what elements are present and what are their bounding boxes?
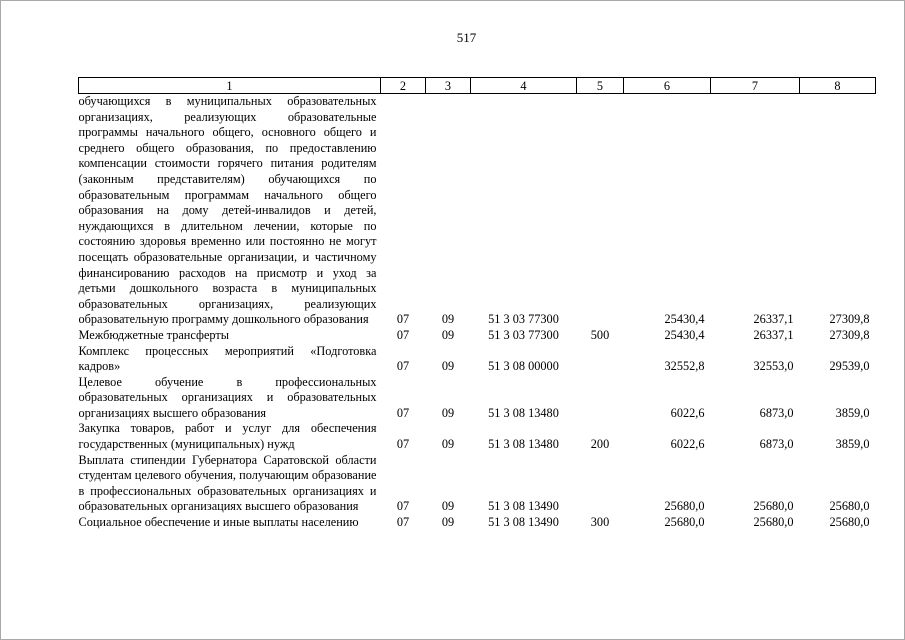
table-row — [79, 421, 876, 452]
cell-target-code: 51 3 03 77300 — [488, 327, 559, 342]
cell-amount-col8: 3859,0 — [835, 405, 870, 420]
cell-amount-col6: 25680,0 — [664, 499, 705, 514]
cell-subsection: 09 — [441, 359, 455, 374]
table-row — [79, 94, 876, 328]
header-col-5: 5 — [577, 78, 624, 94]
cell-amount-col6: 6022,6 — [670, 437, 705, 452]
cell-amount-col7: 25680,0 — [753, 499, 794, 514]
cell-expense-type — [577, 94, 624, 328]
row-description: Целевое обучение в профессиональных образовательных организациях и образовательных организациях высшего образования — [78, 374, 377, 420]
cell-amount-col8: 27309,8 — [829, 327, 870, 342]
table-row — [79, 375, 876, 422]
cell-amount-col6: 6022,6 — [670, 405, 705, 420]
cell-amount-col6: 32552,8 — [664, 359, 705, 374]
cell-target-code: 51 3 08 13490 — [488, 515, 559, 530]
header-col-7: 7 — [711, 78, 800, 94]
table-row — [79, 453, 876, 515]
cell-target-code: 51 3 03 77300 — [488, 312, 559, 327]
cell-expense-type — [577, 375, 624, 422]
budget-table — [78, 77, 876, 531]
cell-section: 07 — [396, 359, 410, 374]
cell-expense-type: 300 — [590, 515, 610, 530]
cell-section: 07 — [396, 405, 410, 420]
table-row — [79, 344, 876, 375]
header-col-2: 2 — [381, 78, 426, 94]
cell-target-code: 51 3 08 13480 — [488, 437, 559, 452]
cell-subsection: 09 — [441, 312, 455, 327]
cell-section: 07 — [396, 499, 410, 514]
cell-section: 07 — [396, 437, 410, 452]
cell-expense-type: 200 — [590, 437, 610, 452]
row-description: Выплата стипендии Губернатора Саратовской области студентам целевого обучения, получающим образование в профессиональных образовательных организациях и образовательных организациях высшего образования — [78, 452, 377, 514]
row-description: Закупка товаров, работ и услуг для обеспечения государственных (муниципальных) нужд — [78, 421, 377, 452]
row-description: Комплекс процессных мероприятий «Подготовка кадров» — [78, 343, 377, 374]
cell-amount-col6: 25430,4 — [664, 312, 705, 327]
cell-amount-col7: 26337,1 — [753, 327, 794, 342]
cell-section: 07 — [396, 515, 410, 530]
cell-amount-col7: 32553,0 — [753, 359, 794, 374]
table-row — [79, 328, 876, 344]
header-col-4: 4 — [471, 78, 577, 94]
cell-target-code: 51 3 08 13480 — [488, 405, 559, 420]
cell-subsection: 09 — [441, 405, 455, 420]
table-header — [79, 78, 876, 94]
cell-expense-type: 500 — [590, 327, 610, 342]
cell-amount-col8: 3859,0 — [835, 437, 870, 452]
cell-amount-col7: 25680,0 — [753, 515, 794, 530]
cell-amount-col6: 25680,0 — [664, 515, 705, 530]
cell-subsection: 09 — [441, 327, 455, 342]
cell-subsection: 09 — [441, 499, 455, 514]
cell-amount-col8: 25680,0 — [829, 515, 870, 530]
cell-target-code: 51 3 08 13490 — [488, 499, 559, 514]
cell-amount-col8: 29539,0 — [829, 359, 870, 374]
row-description: Социальное обеспечение и иные выплаты населению — [78, 515, 359, 530]
cell-amount-col7: 26337,1 — [753, 312, 794, 327]
header-col-8: 8 — [800, 78, 876, 94]
cell-section: 07 — [396, 327, 410, 342]
cell-subsection: 09 — [441, 437, 455, 452]
cell-amount-col6: 25430,4 — [664, 327, 705, 342]
row-description: обучающихся в муниципальных образовательных организациях, реализующих образовательные программы начального общего, основного общего и среднего общего образования, по предоставлению компенсации стоимости горячего питания родителям (законным представителям) обучающихся по образовательным программам начального общего образования на дому детей-инвалидов и детей, нуждающихся в длительном лечении, которые по состоянию здоровья временно или постоянно не могут посещать образовательные организации, и частичному финансированию расходов на присмотр и уход за детьми дошкольного возраста в муниципальных образовательных организациях, реализующих образовательную программу дошкольного образования — [78, 94, 377, 327]
header-col-6: 6 — [624, 78, 711, 94]
header-col-1: 1 — [79, 78, 381, 94]
cell-expense-type — [577, 453, 624, 515]
cell-subsection: 09 — [441, 515, 455, 530]
cell-amount-col8: 25680,0 — [829, 499, 870, 514]
cell-amount-col8: 27309,8 — [829, 312, 870, 327]
cell-amount-col7: 6873,0 — [759, 437, 794, 452]
table-row — [79, 515, 876, 531]
row-description: Межбюджетные трансферты — [78, 327, 230, 342]
page-number: 517 — [456, 30, 477, 45]
header-col-3: 3 — [426, 78, 471, 94]
cell-amount-col7: 6873,0 — [759, 405, 794, 420]
cell-expense-type — [577, 344, 624, 375]
cell-target-code: 51 3 08 00000 — [488, 359, 559, 374]
cell-section: 07 — [396, 312, 410, 327]
